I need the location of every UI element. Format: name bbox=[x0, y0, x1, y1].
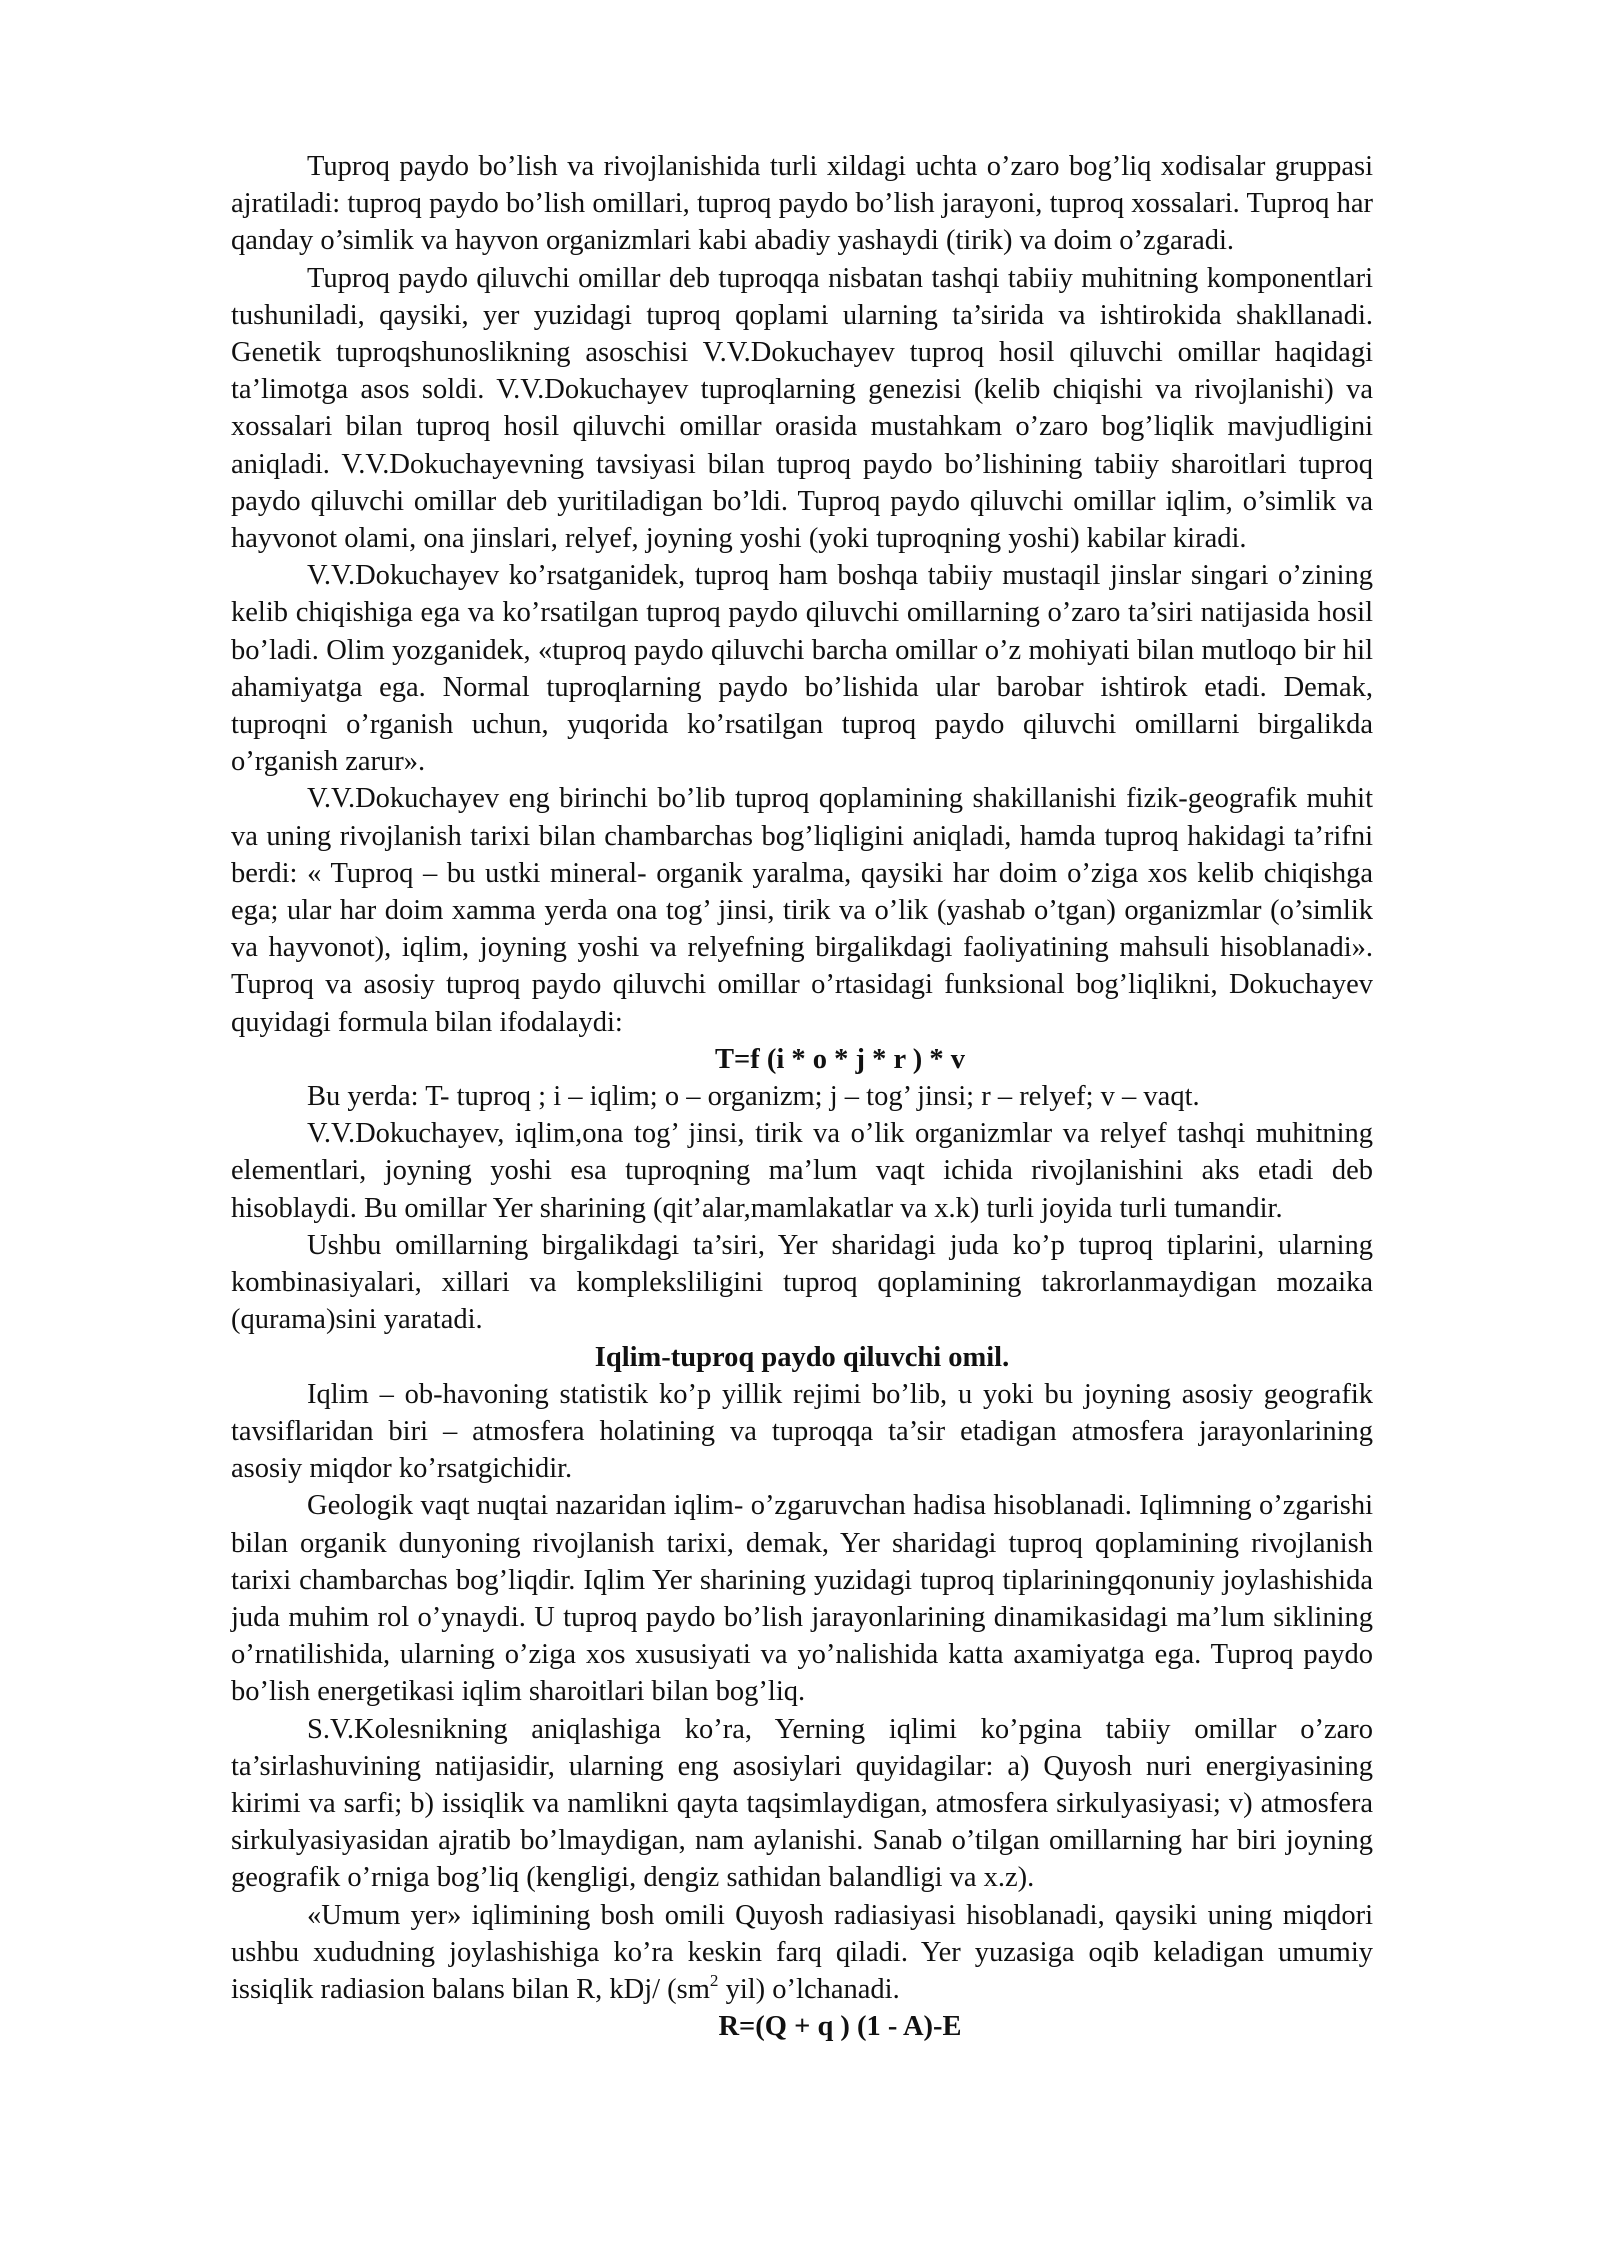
paragraph-11-end: yil) o’lchanadi. bbox=[718, 1973, 900, 2005]
paragraph-11 bbox=[231, 1897, 1373, 2009]
paragraph-5: Bu yerda: T- tuproq ; i – iqlim; o – organizm; j – tog’ jinsi; r – relyef; v – vaqt. bbox=[307, 1081, 1200, 1113]
paragraph-8: Iqlim – ob-havoning statistik ko’p yillik rejimi bo’lib, u yoki bu joyning asosiy geografik tavsiflaridan biri – atmosfera holatining va tuproqqa ta’sir etadigan atmosfera jarayonlarining asosiy miqdor ko’rsatgichidir. bbox=[231, 1378, 1373, 1485]
paragraph-4: V.V.Dokuchayev eng birinchi bo’lib tuproq qoplamining shakillanishi fizik-geografik muhit va uning rivojlanish tarixi bilan chambarchas bog’liqligini aniqladi, hamda tuproq hakidagi ta’rifni berdi: « Tuproq – bu ustki mineral- organik yaralma, qaysiki har doim o’ziga xos kelib chiqishga ega; ular har doim xamma yerda ona tog’ jinsi, tirik va o’lik (yashab o’tgan) organizmlar (o’simlik va hayvonot), iqlim, joyning yoshi va relyefning birgalikdagi faoliyatining mahsuli hisoblanadi». Tuproq va asosiy tuproq paydo qiluvchi omillar o’rtasidagi funksional bog’liqlikni, Dokuchayev quyidagi formula bilan ifodalaydi: bbox=[231, 783, 1373, 1038]
paragraph-11-superscript: 2 bbox=[709, 1970, 719, 1990]
paragraph-1: Tuproq paydo bo’lish va rivojlanishida turli xildagi uchta o’zaro bog’liq xodisalar gruppasi ajratiladi: tuproq paydo bo’lish omillari, tuproq paydo bo’lish jarayoni, tuproq xossalari. Tuproq har qanday o’simlik va hayvon organizmlari kabi abadiy yashaydi (tirik) va doim o’zgaradi. bbox=[231, 151, 1373, 257]
formula-soil-function: T=f (i * o * j * r ) * v bbox=[714, 1043, 965, 1075]
paragraph-10: S.V.Kolesnikning aniqlashiga ko’ra, Yerning iqlimi ko’pgina tabiiy omillar o’zaro ta’sirlashuvining natijasidir, ularning eng asosiylari quyidagilar: a) Quyosh nuri energiyasining kirimi va sarfi; b) issiqlik va namlikni qayta taqsimlaydigan, atmosfera sirkulyasiyasi; v) atmosfera sirkulyasiyasidan ajratib bo’lmaydigan, nam aylanishi. Sanab o’tilgan omillarning har biri joyning geografik o’rniga bog’liq (kengligi, dengiz sathidan balandligi va x.z). bbox=[231, 1713, 1373, 1894]
paragraph-9: Geologik vaqt nuqtai nazaridan iqlim- o’zgaruvchan hadisa hisoblanadi. Iqlimning o’zgarishi bilan organik dunyoning rivojlanish tarixi, demak, Yer sharidagi tuproq qoplamining rivojlanish tarixi chambarchas bog’liqdir. Iqlim Yer sharining yuzidagi tuproq tiplariningqonuniy joylashishida juda muhim rol o’ynaydi. U tuproq paydo bo’lish jarayonlarining dinamikasidagi ma’lum siklining o’rnatilishida, ularning o’ziga xos xususiyati va yo’nalishida katta axamiyatga ega. Tuproq paydo bo’lish energetikasi iqlim sharoitlari bilan bog’liq. bbox=[231, 1490, 1373, 1708]
document-page bbox=[231, 148, 1373, 2045]
paragraph-6: V.V.Dokuchayev, iqlim,ona tog’ jinsi, tirik va o’lik organizmlar va relyef tashqi muhitning elementlari, joyning yoshi esa tuproqning ma’lum vaqt ichida rivojlanishini aks etadi deb hisoblaydi. Bu omillar Yer sharining (qit’alar,mamlakatlar va x.k) turli joyida turli tumandir. bbox=[231, 1118, 1373, 1224]
paragraph-7: Ushbu omillarning birgalikdagi ta’siri, Yer sharidagi juda ko’p tuproq tiplarini, ularning kombinasiyalari, xillari va kompleksliligini tuproq qoplamining takrorlanmaydigan mozaika (qurama)sini yaratadi. bbox=[231, 1229, 1373, 1336]
formula-radiation-balance: R=(Q + q ) (1 - A)-E bbox=[718, 2011, 962, 2043]
paragraph-3: V.V.Dokuchayev ko’rsatganidek, tuproq ham boshqa tabiiy mustaqil jinslar singari o’zining kelib chiqishiga ega va ko’rsatilgan tuproq paydo qiluvchi omillarning o’zaro ta’siri natijasida hosil bo’ladi. Olim yozganidek, «tuproq paydo qiluvchi barcha omillar o’z mohiyati bilan mutloqo bir hil ahamiyatga ega. Normal tuproqlarning paydo bo’lishida ular barobar ishtirok etadi. Demak, tuproqni o’rganish uchun, yuqorida ko’rsatilgan tuproq paydo qiluvchi omillarni birgalikda o’rganish zarur». bbox=[231, 560, 1373, 778]
paragraph-2: Tuproq paydo qiluvchi omillar deb tuproqqa nisbatan tashqi tabiiy muhitning komponentlari tushuniladi, qaysiki, yer yuzidagi tuproq qoplami ularning ta’sirida va ishtirokida shakllanadi. Genetik tuproqshunoslikning asoschisi V.V.Dokuchayev tuproq hosil qiluvchi omillar haqidagi ta’limotga asos soldi. V.V.Dokuchayev tuproqlarning genezisi (kelib chiqishi va rivojlanishi) va xossalari bilan tuproq hosil qiluvchi omillar orasida mustahkam o’zaro bog’liqlik mavjudligini aniqladi. V.V.Dokuchayevning tavsiyasi bilan tuproq paydo bo’lishining tabiiy sharoitlari tuproq paydo qiluvchi omillar deb yuritiladigan bo’ldi. Tuproq paydo qiluvchi omillar iqlim, o’simlik va hayvonot olami, ona jinslari, relyef, joyning yoshi (yoki tuproqning yoshi) kabilar kiradi. bbox=[231, 262, 1373, 555]
section-heading-climate: Iqlim-tuproq paydo qiluvchi omil. bbox=[594, 1341, 1010, 1373]
paragraph-11-main: «Umum yer» iqlimining bosh omili Quyosh radiasiyasi hisoblanadi, qaysiki uning miqdori ushbu xududning joylashishiga ko’ra keskin farq qiladi. Yer yuzasiga oqib keladigan umumiy issiqlik radiasion balans bilan R, kDj/ (sm bbox=[231, 1899, 1373, 2005]
